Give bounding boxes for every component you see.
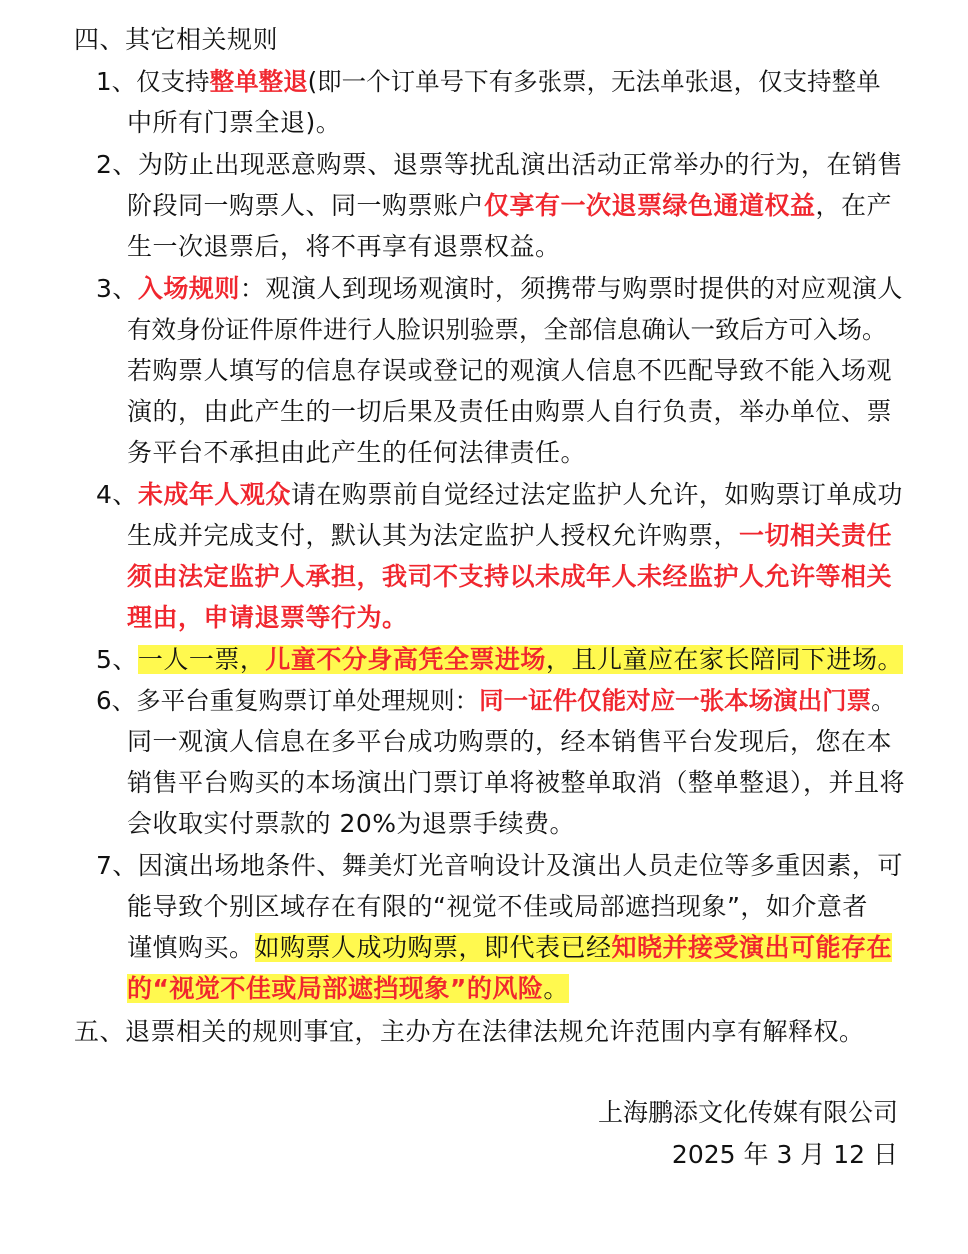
rule-2-line-3 — [127, 228, 561, 266]
rule-7-line-1 — [96, 847, 903, 885]
rule-4-line-2 — [127, 517, 892, 555]
rule-6-line-1-text-a: 多平台重复购票订单处理规则： — [136, 686, 480, 715]
rule-3-number: 3、 — [96, 274, 138, 303]
rule-2-line-2-text-b: ，在产 — [815, 191, 893, 220]
rule-2-number: 2、 — [96, 150, 138, 179]
rule-3-line-5 — [127, 434, 586, 472]
rule-6-line-4-text: 会收取实付票款的 20%为退票手续费。 — [127, 809, 576, 838]
rule-4-line-2-text: 生成并完成支付，默认其为法定监护人授权允许购票， — [127, 521, 740, 550]
rule-4-line-1-text: 请在购票前自觉经过法定监护人允许，如购票订单成功 — [290, 480, 903, 509]
rule-3-line-2 — [127, 311, 887, 349]
signature-company: 上海鹏添文化传媒有限公司 — [597, 1098, 898, 1127]
section-4-heading — [74, 21, 278, 59]
rule-1-line-2 — [127, 104, 341, 142]
rule-3-red-text: 入场规则 — [137, 274, 240, 303]
rule-2-line-2-text-a: 阶段同一购票人、同一购票账户 — [127, 191, 485, 220]
rule-1-line-1 — [96, 63, 881, 101]
rule-7-line-2 — [127, 888, 868, 926]
rule-7-red-text-1: 知晓并接受演出可能存在 — [611, 933, 893, 962]
rule-2-line-1 — [96, 146, 903, 184]
rule-4-red-text-4: 理由，申请退票等行为。 — [127, 603, 408, 632]
rule-1-text-b: (即一个订单号下有多张票，无法单张退，仅支持整单 — [307, 67, 881, 96]
rule-5-text-b: ，且儿童应在家长陪同下进场。 — [545, 645, 903, 674]
rule-5-red-text: 儿童不分身高凭全票进场 — [265, 645, 546, 674]
rule-1-red-text: 整单整退 — [209, 67, 308, 96]
rule-3-line-2-text: 有效身份证件原件进行人脸识别验票，全部信息确认一致后方可入场。 — [127, 315, 887, 344]
rule-1-line-2-text: 中所有门票全退)。 — [127, 108, 342, 137]
rule-4-line-4 — [127, 599, 408, 637]
rule-3-line-4 — [127, 393, 892, 431]
rule-7-highlight-text: 如购票人成功购票，即代表已经 — [254, 933, 612, 962]
rule-4-red-text-1: 未成年人观众 — [137, 480, 291, 509]
rule-2-red-text: 仅享有一次退票绿色通道权益 — [484, 191, 816, 220]
rule-6-line-1-text-b: 。 — [871, 686, 896, 715]
rule-6-red-text: 同一证件仅能对应一张本场演出门票 — [479, 686, 872, 715]
rule-7-number: 7、 — [96, 851, 138, 880]
rule-7-red-text-2: 的“视觉不佳或局部遮挡现象”的风险 — [127, 974, 544, 1003]
rule-3-line-3-text: 若购票人填写的信息存误或登记的观演人信息不匹配导致不能入场观 — [127, 356, 893, 385]
rule-7-highlight-1 — [255, 933, 893, 962]
rule-3-line-4-text: 演的，由此产生的一切后果及责任由购票人自行负责，举办单位、票 — [127, 397, 893, 426]
rule-2-line-2 — [127, 187, 892, 225]
rule-4-red-text-3: 须由法定监护人承担，我司不支持以未成年人未经监护人允许等相关 — [127, 562, 893, 591]
rule-7-line-4 — [127, 970, 569, 1008]
section-5-text — [74, 1013, 865, 1051]
rule-7-line-2-text: 能导致个别区域存在有限的“视觉不佳或局部遮挡现象”，如介意者 — [127, 892, 868, 921]
rule-1-number: 1、 — [96, 67, 137, 96]
rule-7-highlight-2 — [127, 974, 569, 1003]
rule-5-line-1 — [96, 641, 903, 679]
rule-2-line-1-text: 为防止出现恶意购票、退票等扰乱演出活动正常举办的行为，在销售 — [137, 150, 903, 179]
rule-4-red-text-2: 一切相关责任 — [739, 521, 893, 550]
signature-date: 2025 年 3 月 12 日 — [671, 1140, 898, 1169]
rule-5-text-a: 一人一票， — [137, 645, 266, 674]
rule-3-line-3 — [127, 352, 892, 390]
rule-7-line-1-text: 因演出场地条件、舞美灯光音响设计及演出人员走位等多重因素，可 — [137, 851, 903, 880]
rule-7-line-3-text: 谨慎购买。 — [127, 933, 255, 962]
rule-7-line-3 — [127, 929, 892, 967]
rule-6-line-4 — [127, 805, 575, 843]
rule-4-line-3 — [127, 558, 892, 596]
rule-6-line-1 — [96, 682, 896, 720]
rule-2-line-3-text: 生一次退票后，将不再享有退票权益。 — [127, 232, 561, 261]
section-5-text-content: 五、退票相关的规则事宜，主办方在法律法规允许范围内享有解释权。 — [74, 1017, 865, 1046]
rule-6-line-2-text: 同一观演人信息在多平台成功购票的，经本销售平台发现后，您在本 — [127, 727, 893, 756]
rule-6-line-3-text: 销售平台购买的本场演出门票订单将被整单取消（整单整退），并且将 — [127, 768, 906, 797]
rule-6-number: 6、 — [96, 686, 137, 715]
rule-4-number: 4、 — [96, 480, 138, 509]
rule-5-number: 5、 — [96, 645, 138, 674]
rule-3-line-5-text: 务平台不承担由此产生的任何法律责任。 — [127, 438, 587, 467]
rule-6-line-2 — [127, 723, 892, 761]
rule-5-highlight — [138, 645, 903, 674]
rule-3-line-1 — [96, 270, 903, 308]
section-4-heading-text: 四、其它相关规则 — [74, 25, 279, 54]
rule-1-text-a: 仅支持 — [136, 67, 210, 96]
rule-3-line-1-text: ：观演人到现场观演时，须携带与购票时提供的对应观演人 — [239, 274, 903, 303]
rule-7-line-4-text: 。 — [543, 974, 569, 1003]
rule-6-line-3 — [127, 764, 905, 802]
rule-4-line-1 — [96, 476, 903, 514]
